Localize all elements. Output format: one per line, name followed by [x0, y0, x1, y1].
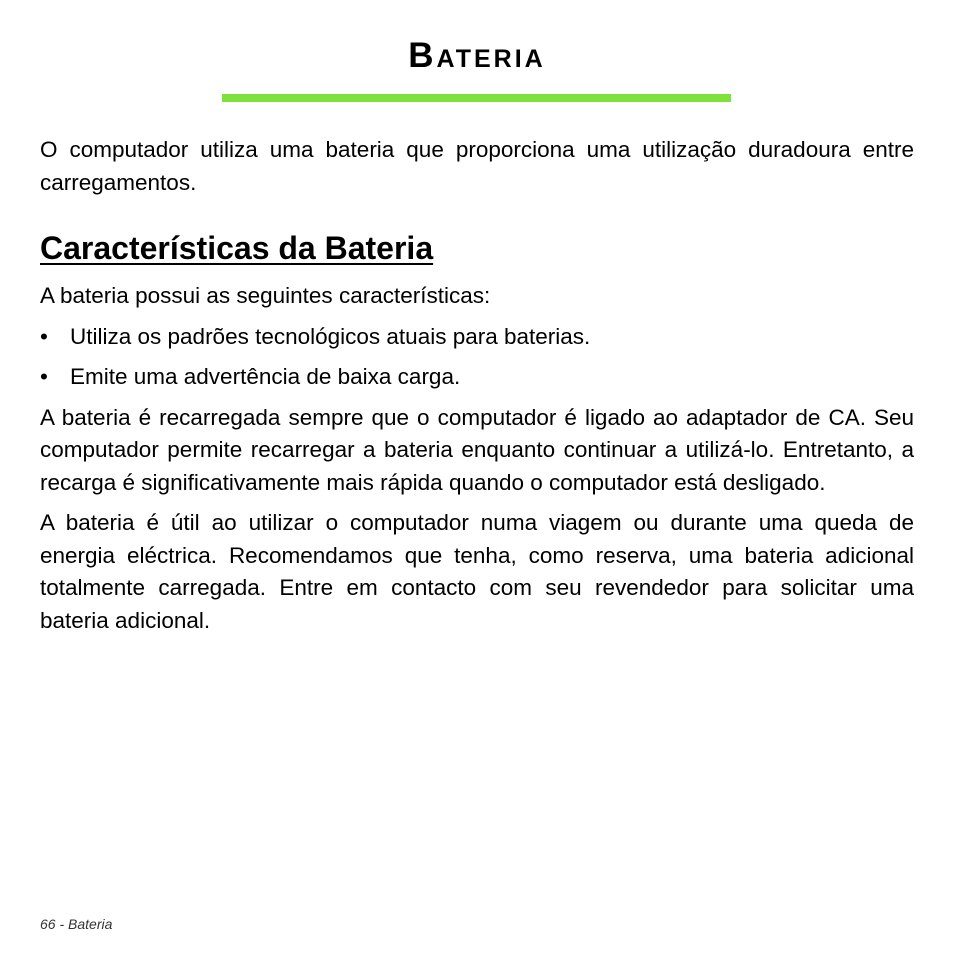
recharge-paragraph: A bateria é recarregada sempre que o computador é ligado ao adaptador de CA. Seu computador permite recarregar a bateria enquanto continuar a utilizá-lo. Entretanto, a recarga é significativamente mais rápida quando o computador está desligado.: [40, 404, 914, 495]
travel-paragraph: A bateria é útil ao utilizar o computador numa viagem ou durante uma queda de energia eléctrica. Recomendamos que tenha, como reserva, uma bateria adicional totalmente carregada. Entre em contacto com seu revendedor para solicitar uma bateria adicional.: [40, 510, 914, 633]
page-footer: 66 - Bateria: [40, 916, 113, 932]
bullet-icon: •: [40, 364, 48, 389]
list-item: [40, 361, 914, 394]
feature-list: [40, 321, 914, 394]
list-item: [40, 321, 914, 354]
intro-paragraph: O computador utiliza uma bateria que proporciona uma utilização duradoura entre carregamentos.: [40, 137, 914, 195]
page-title: Bateria: [408, 36, 546, 75]
section-lead: A bateria possui as seguintes características:: [40, 283, 491, 308]
list-item-text: Utiliza os padrões tecnológicos atuais para baterias.: [70, 323, 591, 349]
section-heading: Características da Bateria: [40, 230, 434, 266]
title-underline-bar: [222, 94, 731, 102]
bullet-icon: •: [40, 323, 48, 349]
main-content: [40, 134, 914, 645]
list-item-text: Emite uma advertência de baixa carga.: [70, 364, 461, 389]
